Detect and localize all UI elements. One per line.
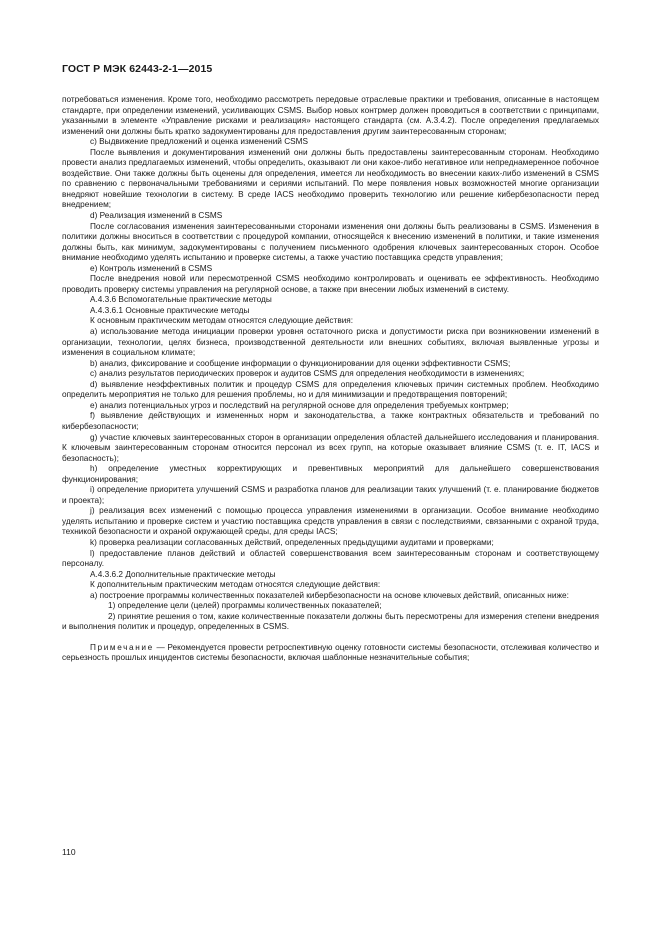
- list-item-heading: d) Реализация изменений в CSMS: [90, 211, 223, 221]
- list-item: k) проверка реализации согласованных действий, определенных предыдущими аудитами и проверками;: [90, 537, 494, 547]
- section-heading: А.4.3.6 Вспомогательные практические методы: [90, 295, 272, 305]
- list-item: l) предоставление планов действий и областей совершенствования всем заинтересованным сторонам и соответствующему персоналу.: [62, 548, 599, 569]
- note: [62, 643, 599, 664]
- paragraph: К основным практическим методам относятся следующие действия:: [90, 316, 354, 326]
- list-item: d) выявление неэффективных политик и процедур CSMS для определения ключевых причин системных проблем. Необходимо определить мероприятия не только для решения проблемы, но и для минимизации и предотвращения повторений;: [62, 379, 599, 400]
- subsection-heading: А.4.3.6.2 Дополнительные практические методы: [90, 569, 276, 579]
- page-number: 110: [62, 847, 76, 857]
- list-item: c) анализ результатов периодических проверок и аудитов CSMS для определения необходимости в изменениях;: [90, 369, 525, 379]
- paragraph: После выявления и документирования изменений они должны быть предоставлены заинтересованным сторонам. Необходимо провести анализ предлагаемых изменений, чтобы определить, оказывают ли они какое-либо негативное или непреднамеренное побочное воздействие. Они также должны быть оценены для определения, имеется ли необходимость во внесении каких-либо изменений в CSMS по сравнению с первоначальными требованиями и сериями испытаний. По мере появления новых возможностей многие организации внедряют новейшие технологии в систему. В среде IACS необходимо проверить технологию или решение кибербезопасности перед внедрением;: [62, 147, 599, 210]
- list-item: a) построение программы количественных показателей кибербезопасности на основе ключевых действий, описанных ниже:: [90, 590, 569, 600]
- paragraph: После согласования изменения заинтересованными сторонами изменения они должны быть реализованы в CSMS. Изменения в политики должны вноситься в соответствии с процедурой компании, относящейся к внесению изменений в политики, и такие изменения должны быть, как минимум, задокументированы с получением письменного одобрения ключевых заинтересованных сторон. Особое внимание необходимо уделять испытанию и проверке системы, а также участию поставщика средств управления;: [62, 221, 599, 263]
- paragraph: После внедрения новой или пересмотренной CSMS необходимо контролировать и оценивать ее эффективность. Необходимо проводить проверку системы управления на регулярной основе, а также при внесении любых изменений в систему.: [62, 274, 599, 294]
- list-item: i) определение приоритета улучшений CSMS и разработка планов для реализации таких улучшений (т. е. планирование бюджетов и проекта);: [62, 485, 599, 505]
- sub-list-item: 1) определение цели (целей) программы количественных показателей;: [108, 601, 382, 611]
- list-item: a) использование метода инициации проверки уровня остаточного риска и допустимости риска при возникновении изменений в организации, технологии, целях бизнеса, производственной деятельности или внешних событиях, включая выявленные угрозы и изменения в социальном климате;: [62, 327, 599, 358]
- spacer: [62, 633, 599, 643]
- list-item-heading: c) Выдвижение предложений и оценка изменений CSMS: [90, 137, 309, 147]
- list-item: g) участие ключевых заинтересованных сторон в организации определения областей дальнейшего исследования и планирования. К ключевым заинтересованным сторонам относится персонал из всех групп, на которые оказывает влияние CSMS (т. е. IT, IACS и безопасность);: [62, 432, 599, 463]
- note-text: — Рекомендуется провести ретроспективную оценку готовности системы безопасности, отслеживая количество и серьезность прошлых инцидентов системы безопасности, включая шаблонные незначительные события;: [62, 642, 599, 663]
- document-body: [62, 95, 599, 664]
- list-item: h) определение уместных корректирующих и превентивных мероприятий для дальнейшего совершенствования функционирования;: [62, 464, 599, 484]
- subsection-heading: А.4.3.6.1 Основные практические методы: [90, 305, 250, 315]
- list-item: f) выявление действующих и измененных норм и законодательства, а также контрактных обязательств и требований по кибербезопасности;: [62, 411, 599, 431]
- list-item: b) анализ, фиксирование и сообщение информации о функционировании для оценки эффективности CSMS;: [90, 358, 511, 368]
- list-item: e) анализ потенциальных угроз и последствий на регулярной основе для определения требуемых контрмер;: [90, 400, 509, 410]
- paragraph: К дополнительным практическим методам относятся следующие действия:: [90, 580, 381, 590]
- list-item: j) реализация всех изменений с помощью процесса управления изменениями в организации. Особое внимание необходимо уделять испытанию и проверке систем и участию поставщика средств управления в связи с последствиями, связанными с охраной труда, техникой безопасности и охраной окружающей среды, для среды IACS;: [62, 506, 599, 537]
- sub-list-item: 2) принятие решения о том, какие количественные показатели должны быть пересмотрены для измерения степени внедрения и выполнения политик и процедур, определенных в CSMS.: [62, 611, 599, 632]
- paragraph: потребоваться изменения. Кроме того, необходимо рассмотреть передовые отраслевые практики и требования, описанные в настоящем стандарте, при определении изменений, усиливающих CSMS. Выбор новых контрмер должен проводиться в соответствии с принципами, указанными в элементе «Управление рисками и реализация» настоящего стандарта (см. А.3.4.2). После определения предлагаемых изменений они должны быть кратко задокументированы для предоставления другим заинтересованным сторонам;: [62, 95, 599, 136]
- list-item-heading: e) Контроль изменений в CSMS: [90, 263, 213, 273]
- document-header: ГОСТ Р МЭК 62443-2-1—2015: [62, 63, 213, 75]
- note-label: Примечание: [90, 642, 154, 652]
